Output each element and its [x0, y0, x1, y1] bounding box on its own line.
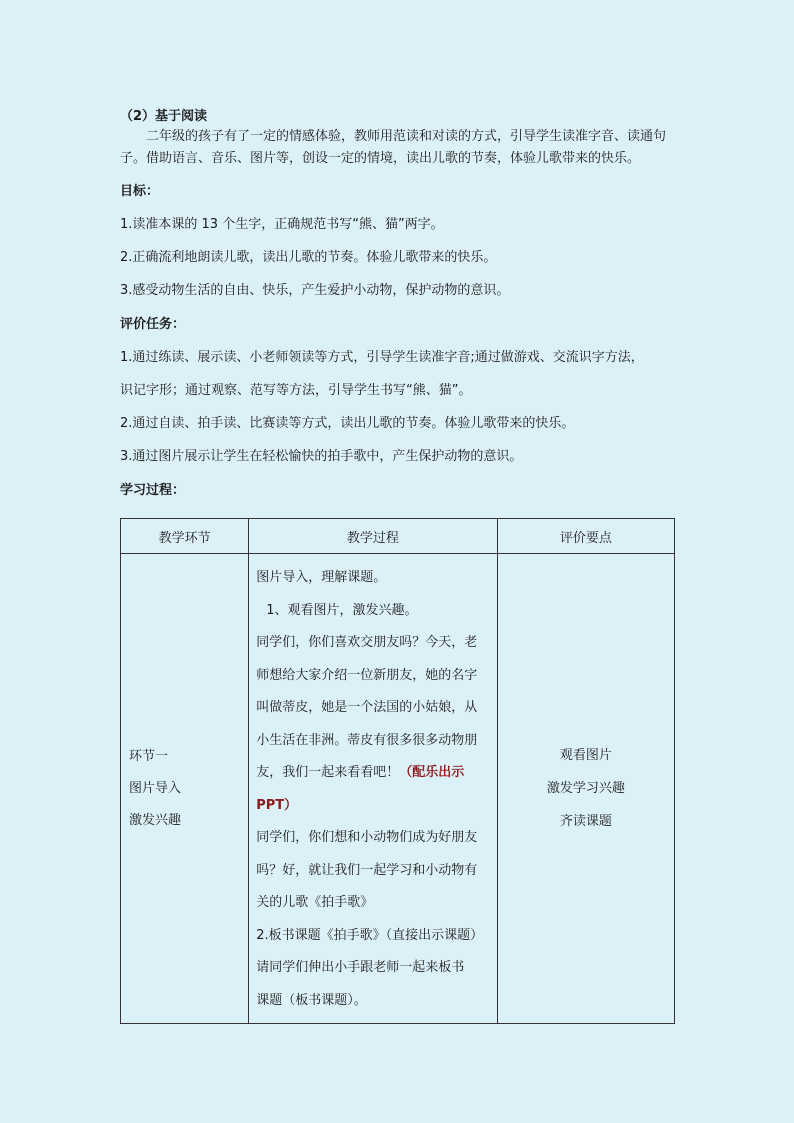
- process-line: 1、观看图片，激发兴趣。: [266, 602, 418, 618]
- intro-paragraph: [120, 126, 676, 170]
- stage-line: 激发兴趣: [129, 812, 182, 828]
- eval-line: 观看图片: [559, 748, 612, 763]
- paragraph-line: 二年级的孩子有了一定的情感体验，教师用范读和对读的方式，引导学生读准字音、读: [146, 129, 641, 144]
- goal-item: 2.正确流利地朗读儿歌，读出儿歌的节奏。体验儿歌带来的快乐。: [120, 250, 497, 265]
- document-page: [120, 108, 676, 1008]
- stage-cell: [121, 554, 249, 1024]
- process-line: 同学们，你们喜欢交朋友吗？今天，老: [256, 635, 478, 650]
- process-cell: [249, 554, 497, 1024]
- stage-line: 环节一: [129, 748, 169, 764]
- goals-list: [120, 215, 676, 301]
- tasks-title: 评价任务：: [120, 317, 186, 332]
- process-title: 学习过程：: [120, 483, 186, 498]
- table-header-row: [121, 519, 675, 554]
- process-line: 2.板书课题《拍手歌》（直接出示课题）: [256, 927, 484, 943]
- process-line: 同学们，你们想和小动物们成为好朋友: [256, 830, 478, 845]
- header-stage: 教学环节: [121, 519, 249, 554]
- ppt-note: PPT）: [256, 797, 298, 813]
- process-line: [256, 757, 490, 790]
- task-item: 识记字形；通过观察、范写等方法，引导学生书写“熊、猫”。: [120, 383, 472, 398]
- task-item: 2.通过自读、拍手读、比赛读等方式，读出儿歌的节奏。体验儿歌带来的快乐。: [120, 416, 575, 431]
- paragraph-line: 乐。: [614, 151, 641, 166]
- stage-line: 图片导入: [129, 780, 182, 796]
- goal-item: 3.感受动物生活的自由、快乐，产生爱护小动物，保护动物的意识。: [120, 283, 510, 298]
- learning-process-table: [120, 518, 675, 1024]
- eval-line: 激发学习兴趣: [546, 781, 625, 796]
- task-item: 3.通过图片展示让学生在轻松愉快的拍手歌中，产生保护动物的意识。: [120, 449, 523, 464]
- tasks-list: [120, 348, 676, 467]
- paragraph-line: 通句子。借助语言、音乐、图片等，创设一定的情境，读出儿歌的节奏，体验儿歌带来的快: [120, 129, 667, 166]
- goals-title: 目标：: [120, 184, 160, 199]
- header-evaluation: 评价要点: [497, 519, 674, 554]
- goal-item: 1.读准本课的 13 个生字，正确规范书写“熊、猫”两字。: [120, 217, 444, 232]
- task-item: 1.通过练读、展示读、小老师领读等方式，引导学生读准字音;通过做游戏、交流识字方法，: [120, 350, 644, 365]
- header-process: 教学过程: [249, 519, 497, 554]
- process-line: 吗？好，就让我们一起学习和小动物有: [256, 862, 478, 878]
- process-line: 图片导入，理解课题。: [256, 570, 387, 585]
- process-line: 小生活在非洲。蒂皮有很多很多动物朋: [256, 732, 478, 748]
- process-text: 友，我们一起来看看吧！: [256, 765, 400, 780]
- process-line: 关的儿歌《拍手歌》: [256, 895, 374, 910]
- evaluation-cell: [497, 554, 674, 1024]
- eval-line: 齐读课题: [559, 814, 612, 829]
- process-line: 叫做蒂皮，她是一个法国的小姑娘，从: [256, 700, 478, 715]
- section-heading: （2）基于阅读: [120, 109, 208, 124]
- table-row: [121, 554, 675, 1024]
- music-ppt-note: （配乐出示: [399, 765, 465, 780]
- process-line: 师想给大家介绍一位新朋友，她的名字: [256, 667, 478, 683]
- process-line: 课题（板书课题）。: [256, 992, 367, 1008]
- process-line: 请同学们伸出小手跟老师一起来板书: [256, 960, 465, 975]
